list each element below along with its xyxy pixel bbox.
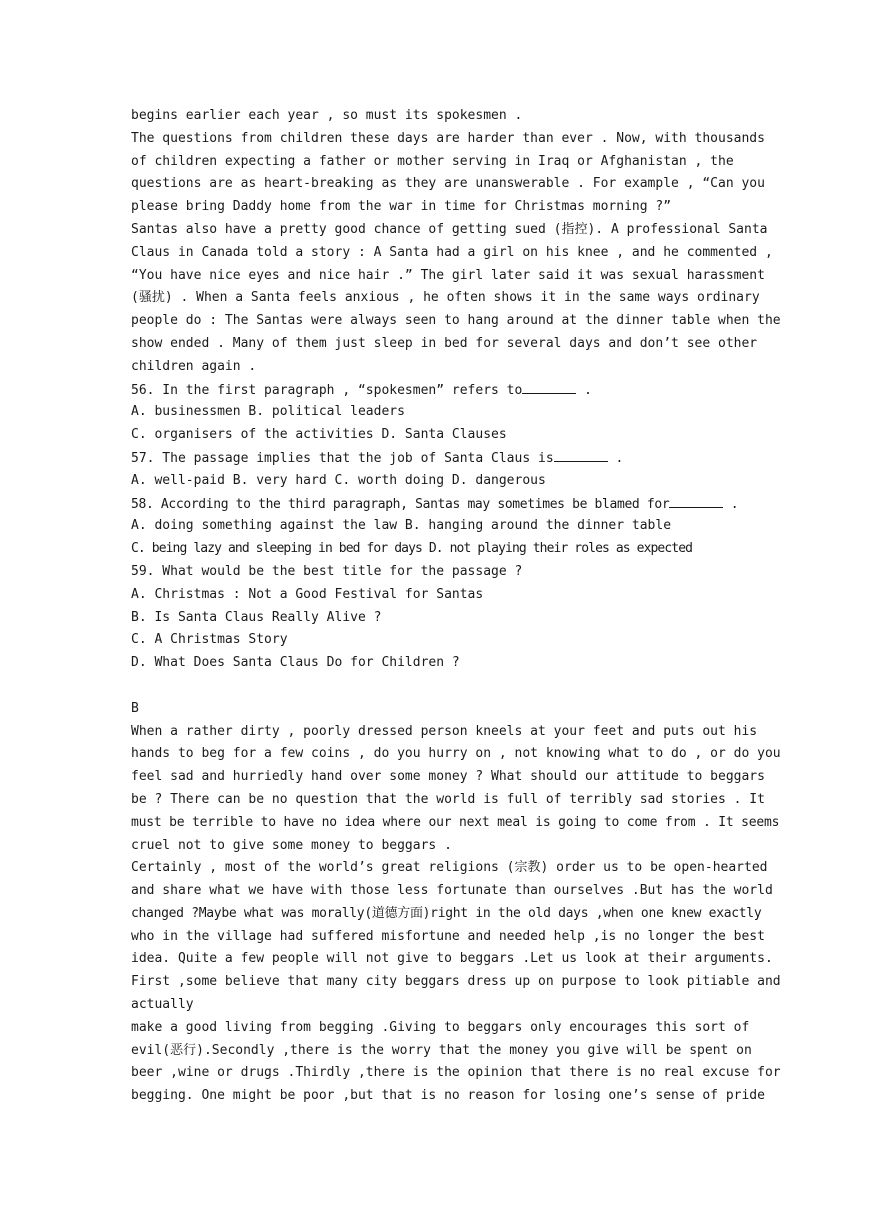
passage-line: show ended . Many of them just sleep in bed for several days and don’t see other: [131, 335, 758, 351]
question-56: [131, 379, 738, 447]
section-label: B: [131, 700, 139, 716]
section-gap: [131, 675, 738, 698]
passage-line: be ? There can be no question that the world is full of terribly sad stories . It: [131, 791, 765, 807]
answer-blank: [669, 493, 723, 508]
passage-line: actually: [131, 997, 194, 1013]
passage-line: (骚扰) . When a Santa feels anxious , he often shows it in the same ways ordinary: [131, 290, 760, 306]
passage-line: children again .: [131, 358, 257, 374]
passage-line: The questions from children these days are harder than ever . Now, with thousands: [131, 130, 765, 146]
passage-line: people do : The Santas were always seen to hang around at the dinner table when the: [131, 313, 781, 329]
answer-blank: [554, 447, 608, 462]
passage-line: “You have nice eyes and nice hair .” The girl later said it was sexual harassment: [131, 267, 765, 283]
passage-line: Claus in Canada told a story : A Santa had a girl on his knee , and he commented ,: [131, 244, 773, 260]
stem-text: 56. In the first paragraph , “spokesmen” refers to: [131, 382, 523, 398]
passage-line: Certainly , most of the world’s great religions (宗教) order us to be open-hearted: [131, 860, 768, 876]
passage-line: of children expecting a father or mother serving in Iraq or Afghanistan , the: [131, 153, 734, 169]
passage-line: When a rather dirty , poorly dressed person kneels at your feet and puts out his: [131, 723, 758, 739]
answer-blank: [522, 379, 576, 394]
stem-end: .: [576, 382, 592, 398]
question-option: A. Christmas : Not a Good Festival for Santas: [131, 586, 484, 602]
passage-line: begging. One might be poor ,but that is no reason for losing one’s sense of pride: [131, 1088, 765, 1104]
question-options: C. organisers of the activities D. Santa Clauses: [131, 427, 507, 443]
passage-line: changed ?Maybe what was morally(道德方面)right in the old days ,when one knew exactly: [131, 905, 762, 921]
passage-line: please bring Daddy home from the war in time for Christmas morning ?”: [131, 199, 672, 215]
passage-line: must be terrible to have no idea where our next meal is going to come from . It seems: [131, 814, 780, 830]
passage-line: and share what we have with those less fortunate than ourselves .But has the world: [131, 883, 773, 899]
stem-text: 58. According to the third paragraph, Santas may sometimes be blamed for: [131, 496, 670, 512]
passage-line: First ,some believe that many city beggars dress up on purpose to look pitiable and: [131, 974, 781, 990]
passage-line: evil(恶行).Secondly ,there is the worry that the money you give will be spent on: [131, 1042, 752, 1058]
passage-line: who in the village had suffered misfortune and needed help ,is no longer the best: [131, 928, 765, 944]
question-option: C. A Christmas Story: [131, 632, 288, 648]
question-59: [131, 561, 738, 675]
question-stem: [131, 379, 738, 402]
passage-line: feel sad and hurriedly hand over some money ? What should our attitude to beggars: [131, 769, 765, 785]
question-stem: [131, 447, 738, 470]
passage-line: idea. Quite a few people will not give to beggars .Let us look at their arguments.: [131, 951, 773, 967]
question-stem: 59. What would be the best title for the passage ?: [131, 563, 523, 579]
passage-line: questions are as heart-breaking as they are unanswerable . For example , “Can you: [131, 176, 765, 192]
question-options: A. businessmen B. political leaders: [131, 404, 405, 420]
question-57: [131, 447, 738, 493]
passage-line: beer ,wine or drugs .Thirdly ,there is the opinion that there is no real excuse for: [131, 1065, 781, 1081]
passage-a-text: [131, 105, 781, 379]
question-options: A. doing something against the law B. hanging around the dinner table: [131, 518, 672, 534]
passage-line: make a good living from begging .Giving to beggars only encourages this sort of: [131, 1019, 750, 1035]
stem-text: 57. The passage implies that the job of Santa Claus is: [131, 450, 554, 466]
document-page: [131, 105, 781, 1108]
passage-line: cruel not to give some money to beggars .: [131, 837, 452, 853]
question-options: A. well-paid B. very hard C. worth doing D. dangerous: [131, 472, 546, 488]
stem-end: .: [607, 450, 624, 466]
question-option: B. Is Santa Claus Really Alive ?: [131, 609, 382, 625]
question-option: D. What Does Santa Claus Do for Children ?: [131, 655, 460, 671]
passage-line: hands to beg for a few coins , do you hurry on , not knowing what to do , or do you: [131, 746, 781, 762]
question-stem: [131, 493, 738, 516]
question-58: [131, 493, 738, 561]
passage-line: Santas also have a pretty good chance of getting sued (指控). A professional Santa: [131, 221, 768, 237]
passage-line: begins earlier each year , so must its spokesmen .: [131, 108, 523, 123]
section-b: [131, 698, 781, 1108]
question-options: C. being lazy and sleeping in bed for days D. not playing their roles as expected: [131, 541, 693, 557]
stem-end: .: [723, 496, 739, 512]
